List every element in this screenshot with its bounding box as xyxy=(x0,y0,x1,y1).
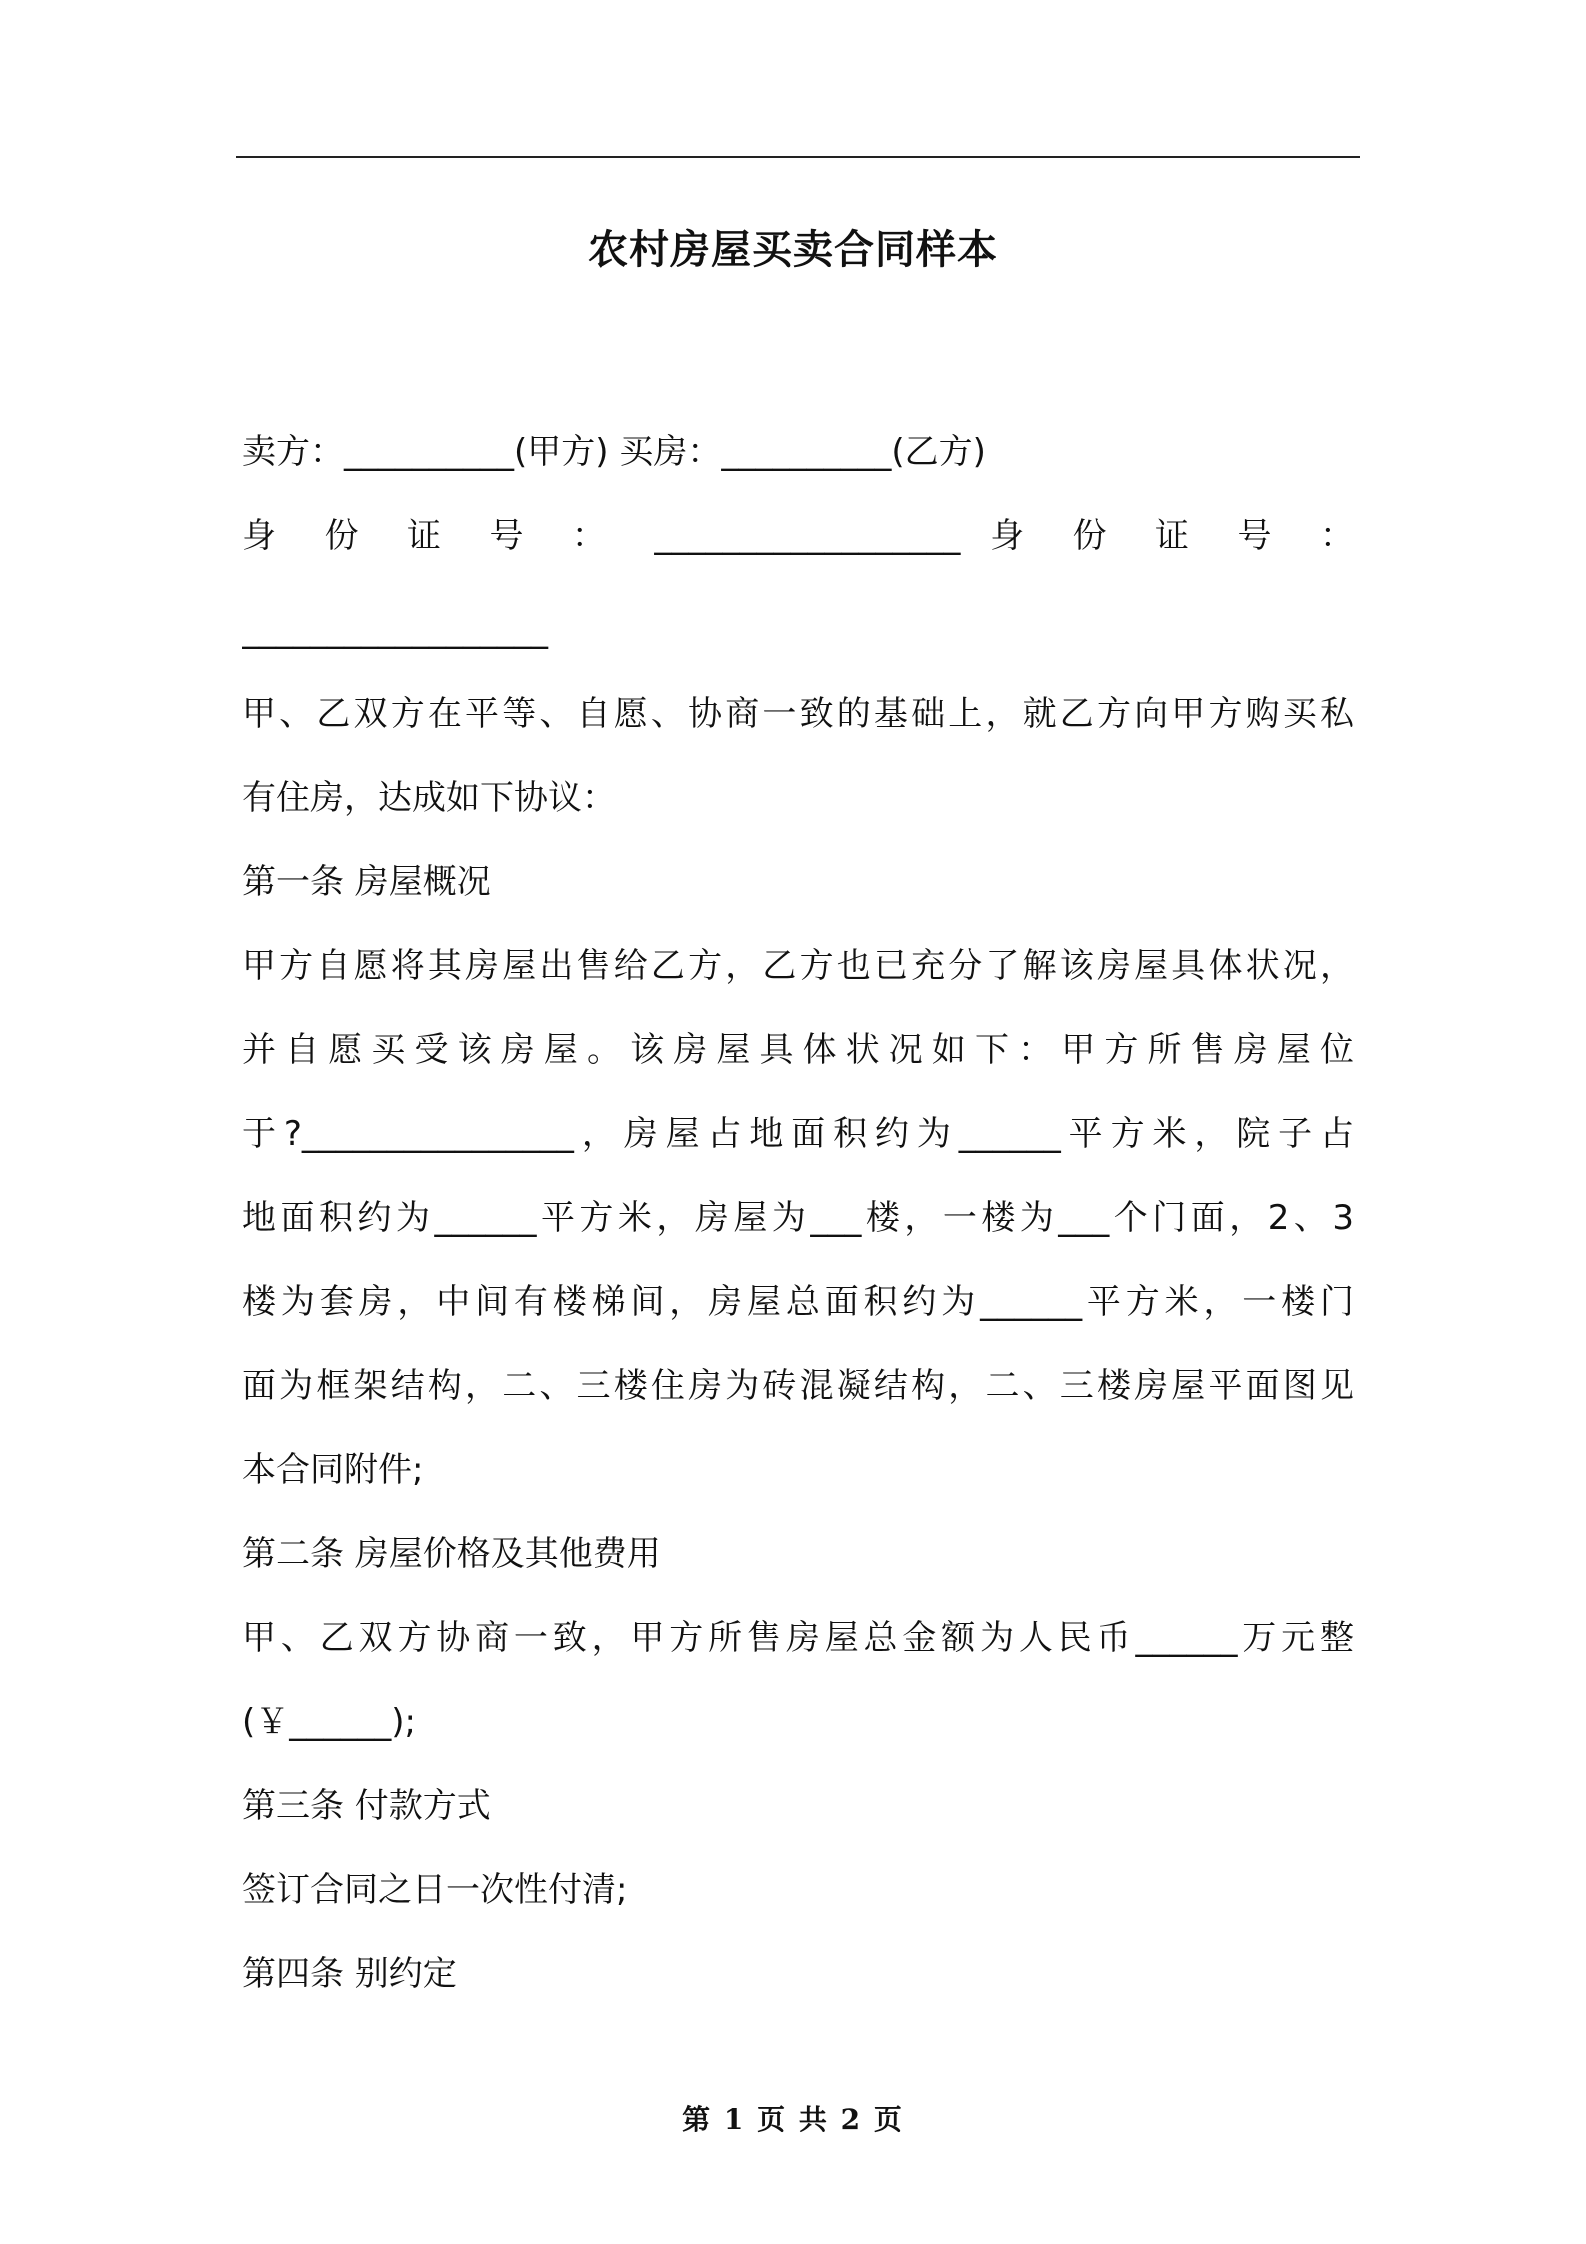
intro-paragraph-line-1: 甲、乙双方在平等、自愿、协商一致的基础上，就乙方向甲方购买私 xyxy=(242,694,1354,734)
id-number-line: 身 份 证 号 ： __________________ 身 份 证 号 ： xyxy=(242,516,1354,556)
article-2-line-1: 甲、乙双方协商一致，甲方所售房屋总金额为人民币______万元整 xyxy=(242,1618,1354,1658)
article-3-line-1: 签订合同之日一次性付清; xyxy=(242,1870,628,1910)
page-number-footer: 第 1 页 共 2 页 xyxy=(682,2103,904,2136)
parties-line: 卖方：__________(甲方) 买房：__________(乙方) xyxy=(242,432,986,472)
intro-paragraph-line-2: 有住房，达成如下协议： xyxy=(242,778,616,818)
document-body xyxy=(242,410,1354,2016)
article-3-heading: 第三条 付款方式 xyxy=(242,1786,491,1826)
article-1-line-6: 面为框架结构，二、三楼住房为砖混凝结构，二、三楼房屋平面图见 xyxy=(242,1366,1354,1406)
article-1-line-3: 于?________________，房屋占地面积约为______平方米，院子占 xyxy=(242,1114,1354,1154)
article-4-heading: 第四条 别约定 xyxy=(242,1954,457,1994)
document-title: 农村房屋买卖合同样本 xyxy=(588,227,998,273)
article-1-line-1: 甲方自愿将其房屋出售给乙方，乙方也已充分了解该房屋具体状况， xyxy=(242,946,1354,986)
article-2-line-2: (￥______); xyxy=(242,1702,416,1742)
id-number-blank: __________________ xyxy=(242,610,548,650)
article-1-line-2: 并自愿买受该房屋。该房屋具体状况如下：甲方所售房屋位 xyxy=(242,1030,1354,1070)
article-1-heading: 第一条 房屋概况 xyxy=(242,862,491,902)
article-1-line-5: 楼为套房，中间有楼梯间，房屋总面积约为______平方米，一楼门 xyxy=(242,1282,1354,1322)
article-1-line-4: 地面积约为______平方米，房屋为___楼，一楼为___个门面，2、3 xyxy=(242,1198,1354,1238)
header-divider xyxy=(236,156,1360,158)
article-2-heading: 第二条 房屋价格及其他费用 xyxy=(242,1534,661,1574)
article-1-line-7: 本合同附件; xyxy=(242,1450,424,1490)
